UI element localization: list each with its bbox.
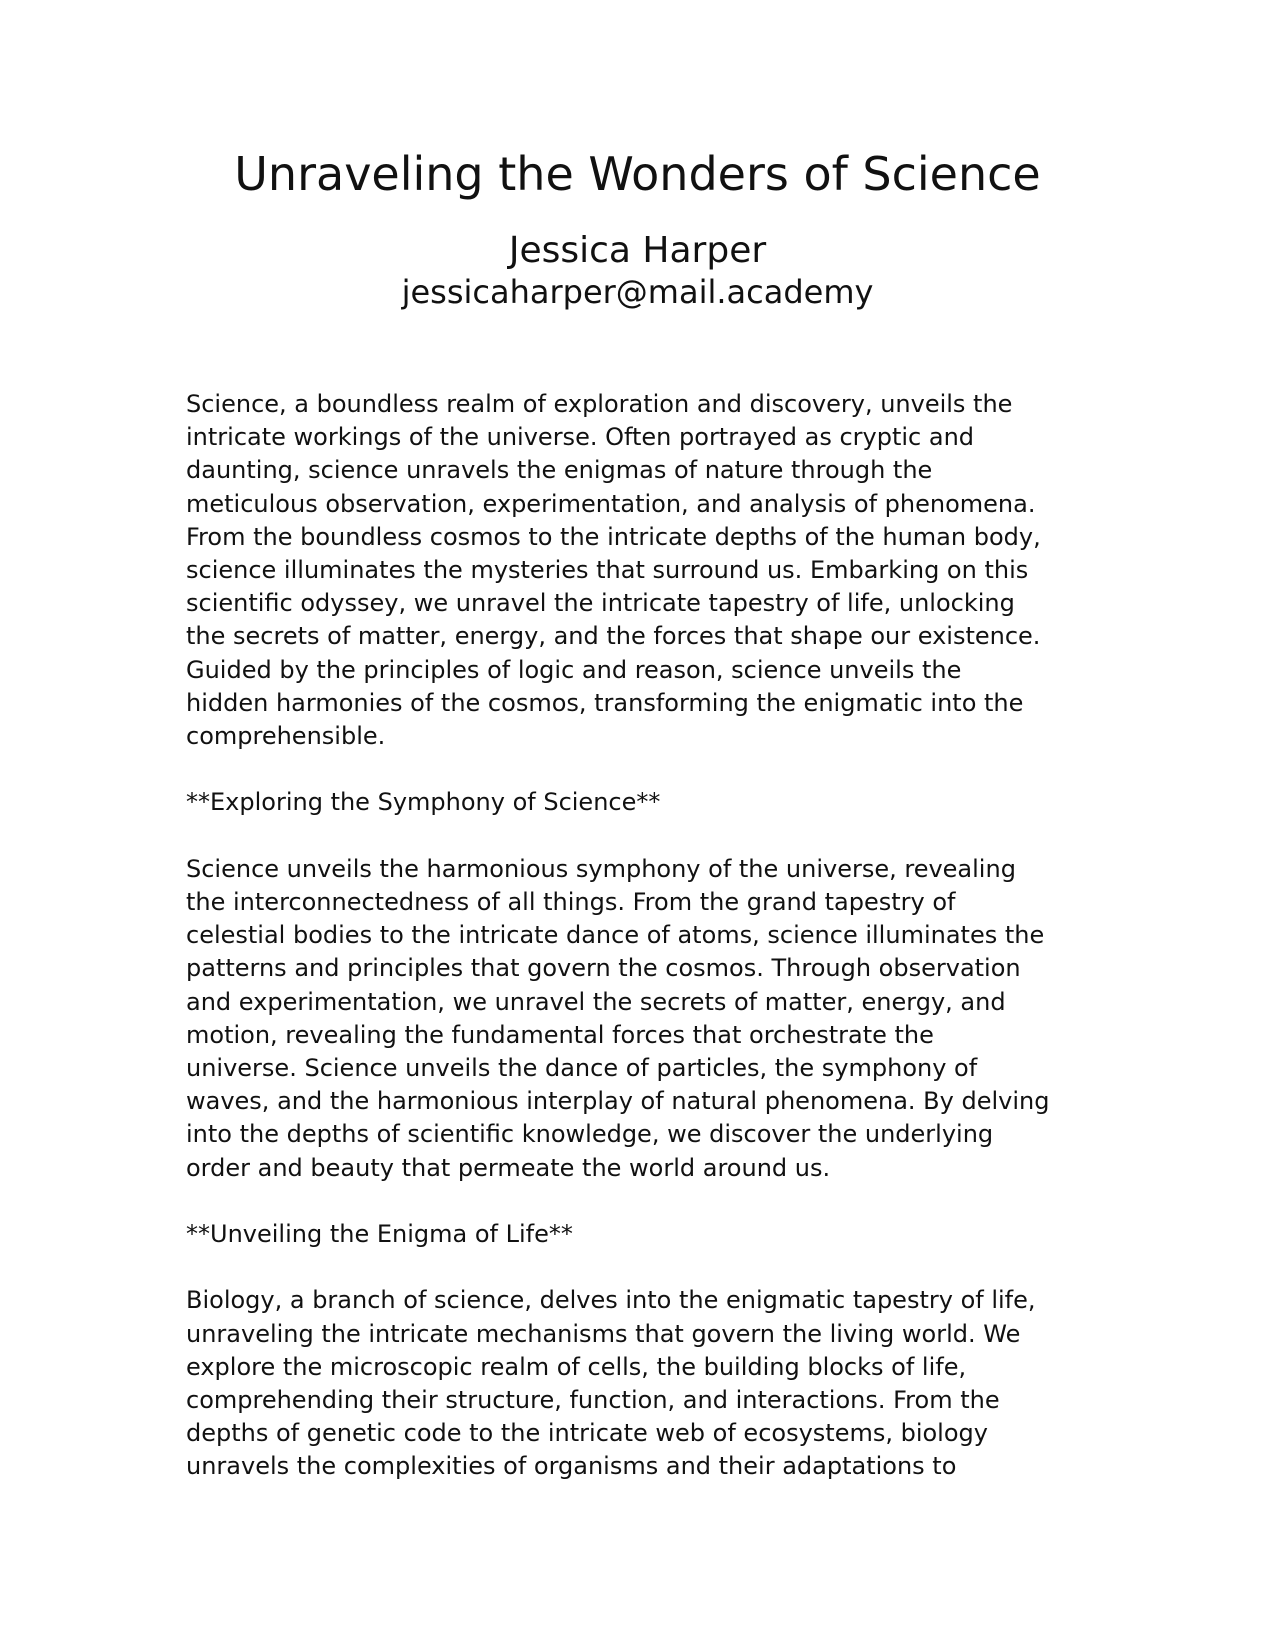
text-line: explore the microscopic realm of cells, the building blocks of life, — [186, 1352, 967, 1381]
author-name: Jessica Harper — [508, 230, 767, 271]
text-line: hidden harmonies of the cosmos, transforming the enigmatic into the — [186, 688, 1024, 717]
biology-paragraph — [186, 1284, 1086, 1483]
text-line: meticulous observation, experimentation, and analysis of phenomena. — [186, 489, 1036, 518]
text-line: celestial bodies to the intricate dance of atoms, science illuminates the — [186, 921, 1045, 950]
document-title: Unraveling the Wonders of Science — [234, 147, 1041, 201]
text-line: order and beauty that permeate the world around us. — [186, 1153, 831, 1182]
text-line: science illuminates the mysteries that surround us. Embarking on this — [186, 556, 1029, 585]
text-line: Science unveils the harmonious symphony of the universe, revealing — [186, 854, 1016, 883]
text-line: into the depths of scientific knowledge, we discover the underlying — [186, 1120, 994, 1149]
intro-paragraph — [186, 388, 1086, 753]
text-line: Guided by the principles of logic and reason, science unveils the — [186, 655, 962, 684]
symphony-paragraph — [186, 853, 1086, 1185]
text-line: the interconnectedness of all things. From the grand tapestry of — [186, 888, 956, 917]
section-heading: **Unveiling the Enigma of Life** — [186, 1220, 573, 1249]
text-line: unraveling the intricate mechanisms that govern the living world. We — [186, 1319, 1021, 1348]
text-line: comprehensible. — [186, 722, 386, 751]
text-line: depths of genetic code to the intricate web of ecosystems, biology — [186, 1419, 988, 1448]
section-heading-symphony — [186, 786, 1086, 819]
section-heading: **Exploring the Symphony of Science** — [186, 788, 661, 817]
section-heading-life — [186, 1218, 1086, 1251]
document-body — [186, 388, 1086, 1517]
text-line: unravels the complexities of organisms and their adaptations to — [186, 1452, 957, 1481]
text-line: daunting, science unravels the enigmas of nature through the — [186, 456, 933, 485]
text-line: waves, and the harmonious interplay of natural phenomena. By delving — [186, 1087, 1050, 1116]
text-line: scientific odyssey, we unravel the intricate tapestry of life, unlocking — [186, 589, 1015, 618]
text-line: intricate workings of the universe. Often portrayed as cryptic and — [186, 423, 975, 452]
text-line: universe. Science unveils the dance of particles, the symphony of — [186, 1054, 978, 1083]
text-line: motion, revealing the fundamental forces that orchestrate the — [186, 1020, 934, 1049]
author-email: jessicaharper@mail.academy — [401, 273, 874, 311]
text-line: patterns and principles that govern the cosmos. Through observation — [186, 954, 1021, 983]
text-line: the secrets of matter, energy, and the forces that shape our existence. — [186, 622, 1041, 651]
text-line: Science, a boundless realm of exploration and discovery, unveils the — [186, 390, 1013, 418]
text-line: Biology, a branch of science, delves into the enigmatic tapestry of life, — [186, 1286, 1036, 1315]
text-line: From the boundless cosmos to the intricate depths of the human body, — [186, 522, 1041, 551]
text-line: and experimentation, we unravel the secrets of matter, energy, and — [186, 987, 1006, 1016]
text-line: comprehending their structure, function, and interactions. From the — [186, 1386, 1000, 1415]
